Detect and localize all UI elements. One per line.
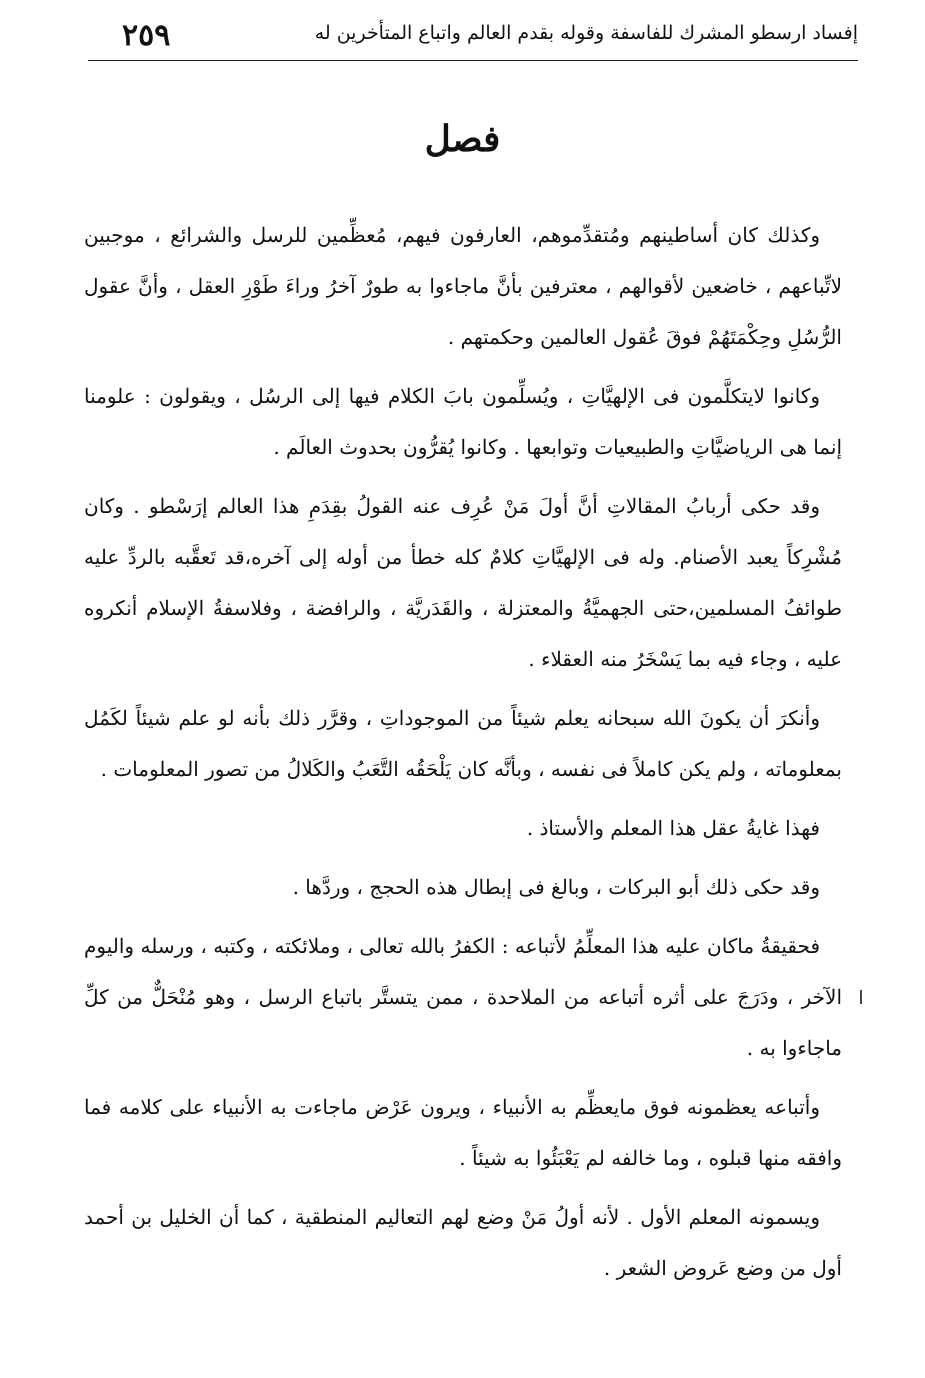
paragraph: وأنكرَ أن يكونَ الله سبحانه يعلم شيئاً من الموجوداتِ ، وقرَّر ذلك بأنه لو علم شيئاً لكَمُل بمعلوماته ، ولم يكن كاملاً فى نفسه ، وبأنَّه كان يَلْحَقُه التَّعَبُ والكَلالُ من تصور المعلومات . — [84, 706, 842, 781]
paragraph: وكذلك كان أساطينهم ومُتقدِّموهم، العارفون فيهم، مُعظِّمين للرسل والشرائع ، موجبين لاتِّباعهم ، خاضعين لأقوالهم ، معترفين بأنَّ ماجاءوا به طورٌ آخرُ وراءَ طَوْرِ العقل ، وأنَّ عقول الرُّسُلِ وحِكْمَتَهُمْ فوقَ عُقول العالمين وحكمتهم . — [84, 223, 842, 349]
header-rule — [88, 60, 858, 61]
section-heading — [0, 118, 925, 160]
paragraph: فحقيقةُ ماكان عليه هذا المعلِّمُ لأتباعه : الكفرُ بالله تعالى ، وملائكته ، وكتبه ، ورسله واليوم الآخر ، ودَرَجَ على أثره أتباعه من الملاحدة ، ممن يتستَّر باتباع الرسل ، وهو مُنْحَلٌّ من كلِّ ماجاءوا به . — [84, 934, 843, 1060]
paragraph: فهذا غايةُ عقل هذا المعلم والأستاذ . — [526, 816, 820, 840]
paragraph: ويسمونه المعلم الأول . لأنه أولُ مَنْ وضع لهم التعاليم المنطقية ، كما أن الخليل بن أحمد أول من وضع عَروض الشعر . — [84, 1205, 842, 1280]
paragraph: وقد حكى أربابُ المقالاتِ أنَّ أولَ مَنْ عُرِف عنه القولُ بقِدَمِ هذا العالم إرَسْطو . وكان مُشْرِكاً يعبد الأصنام. وله فى الإلهيَّاتِ كلامٌ كله خطأ من أوله إلى آخره،قد تَعقَّبه بالردِّ عليه طوائفُ المسلمين،حتى الجهميَّةُ والمعتزلة ، والقَدَريَّة ، والرافضة ، وفلاسفةُ الإسلام أنكروه عليه ، وجاء فيه بما يَسْخَرُ منه العقلاء . — [84, 494, 842, 671]
margin-mark — [860, 990, 862, 1004]
body-text — [84, 210, 842, 1302]
paragraph: وأتباعه يعظمونه فوق مايعظِّم به الأنبياء ، ويرون عَرْض ماجاءت به الأنبياء على كلامه فما وافقه منها قبلوه ، وما خالفه لم يَعْبَئُوا به شيئاً . — [84, 1095, 842, 1170]
page-header — [88, 18, 858, 62]
paragraph: وكانوا لايتكلَّمون فى الإلهيَّاتِ ، ويُسلِّمون بابَ الكلام فيها إلى الرسُل ، ويقولون : علومنا إنما هى الرياضيَّاتِ والطبيعيات وتوابعها . وكانوا يُقرُّون بحدوث العالَم . — [84, 384, 842, 459]
paragraph: وقد حكى ذلك أبو البركات ، وبالغ فى إبطال هذه الحجج ، وردَّها . — [292, 875, 820, 899]
section-title: فصل — [424, 118, 501, 160]
running-title: إفساد ارسطو المشرك للفاسفة وقوله بقدم العالم واتباع المتأخرين له — [314, 22, 858, 44]
page-number: ٢٥٩ — [122, 18, 171, 53]
